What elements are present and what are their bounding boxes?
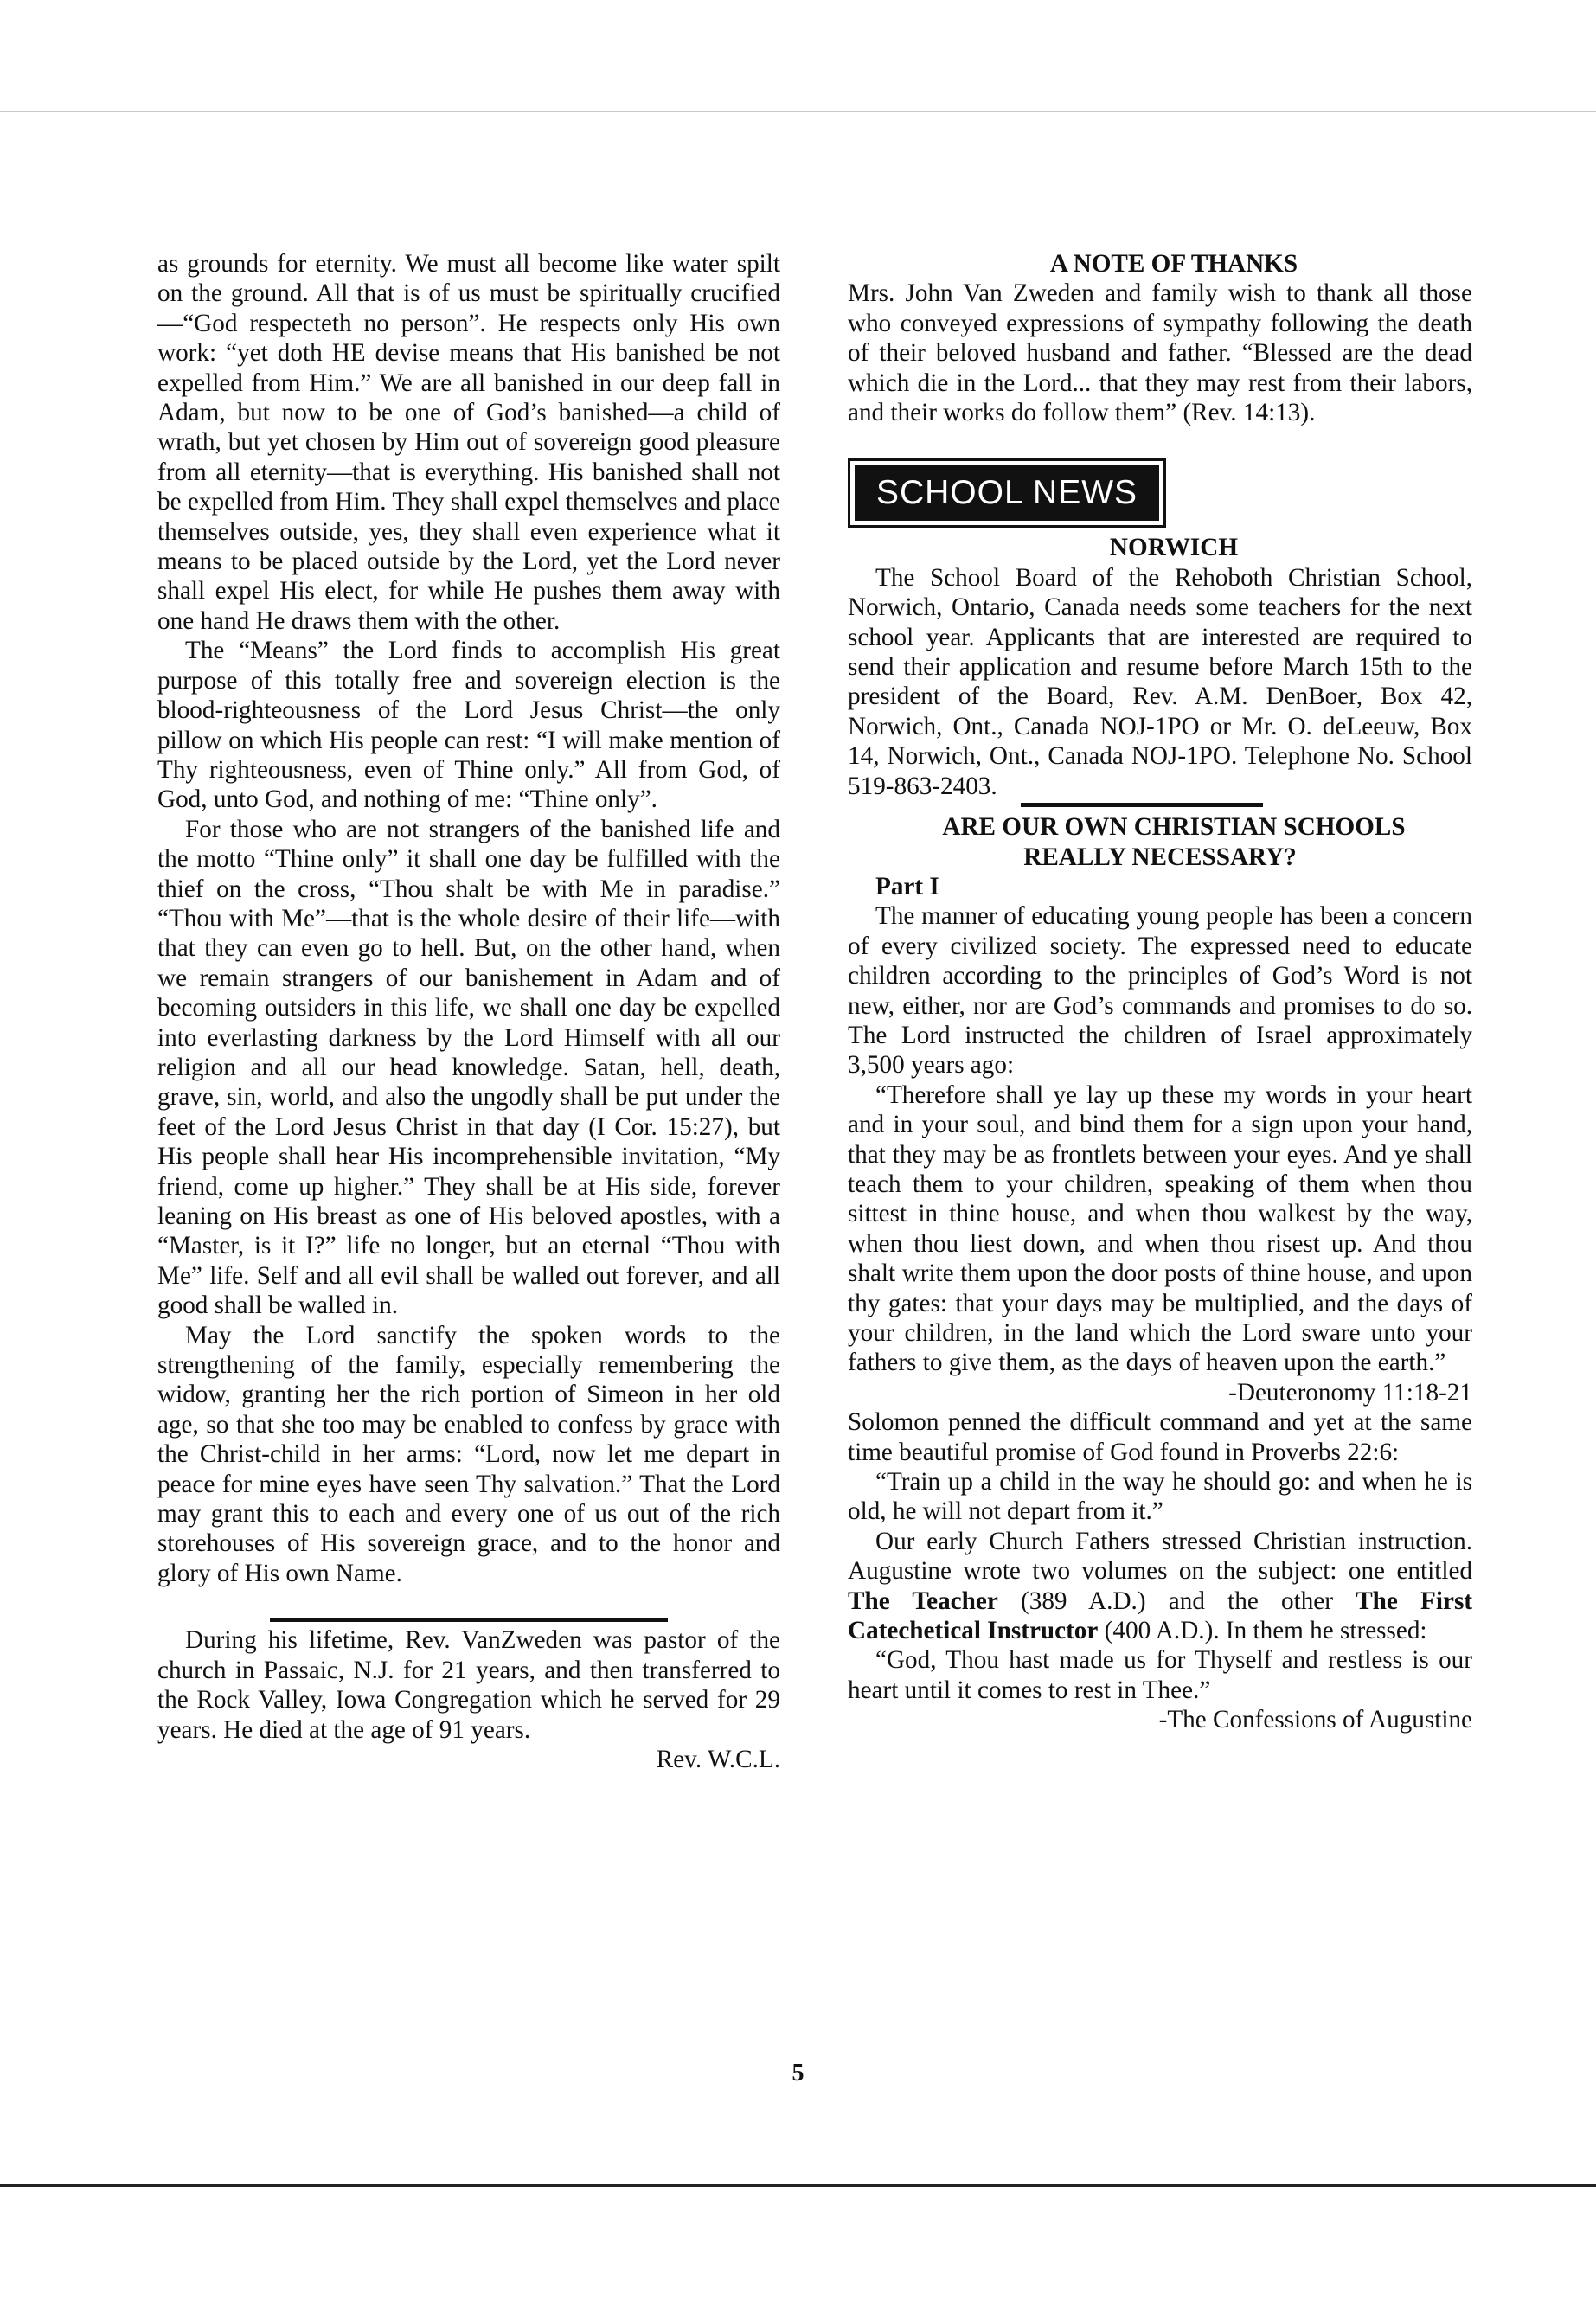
deuteronomy-quote: “Therefore shall ye lay up these my words in your heart and in your soul, and bind them for a sign upon your hand, that they may be as frontlets between your eyes. And ye shall teach them to your children, speaking of them when thou sittest in thine house, and when thou walkest by the way, when thou liest down, and when thou risest up. And thou shalt write them upon the door posts of thine house, and upon thy gates: that your days may be multiplied, and the days of your children, in the land which the Lord sware unto your fathers to give them, as the days of heaven upon the earth.”	[848, 1080, 1472, 1377]
part-label: Part I	[875, 872, 939, 901]
proverbs-quote: “Train up a child in the way he should go: and when he is old, he will not depart from it.”	[848, 1468, 1472, 1526]
article-heading	[848, 812, 1472, 872]
paragraph: May the Lord sanctify the spoken words to the strengthening of the family, especially remembering the widow, granting her the rich portion of Simeon in her old age, so that she too may be enabled to confess by grace with the Christ-child in her arms: “Lord, now let me depart in peace for mine eyes have seen Thy salvation.” That the Lord may grant this to each and every one of us out of the rich storehouses of His sovereign grace, and to the honor and glory of His own Name.	[157, 1321, 780, 1587]
thanks-heading: A NOTE OF THANKS	[1049, 250, 1298, 278]
augustine-quote: “God, Thou hast made us for Thyself and restless is our heart until it comes to rest in Thee.”	[848, 1646, 1472, 1704]
school-news-banner-label: SCHOOL NEWS	[855, 465, 1159, 521]
article-heading-line2: REALLY NECESSARY?	[1023, 843, 1297, 871]
quote-source: -The Confessions of Augustine	[1158, 1706, 1472, 1734]
biography-paragraph: During his lifetime, Rev. VanZweden was pastor of the church in Passaic, N.J. for 21 years, and then transferred to the Rock Valley, Iowa Congregation which he served for 29 years. He died at the age of 91 years.	[157, 1626, 780, 1744]
section-divider	[270, 1618, 668, 1622]
right-column	[848, 249, 1472, 1735]
article-heading-line1: ARE OUR OWN CHRISTIAN SCHOOLS	[942, 813, 1406, 842]
church-fathers-paragraph	[848, 1527, 1472, 1646]
thanks-text: Mrs. John Van Zweden and family wish to thank all those who conveyed expressions of sympathy following the death of their beloved husband and father. “Blessed are the dead which die in the Lord... that they may rest from their labors, and their works do follow them” (Rev. 14:13).	[848, 279, 1472, 427]
book-title: The Teacher	[848, 1586, 998, 1615]
solomon-paragraph: Solomon penned the difficult command and yet at the same time beautiful promise of God found in Proverbs 22:6:	[848, 1408, 1472, 1466]
norwich-heading: NORWICH	[1109, 534, 1239, 562]
left-column	[157, 249, 780, 1774]
page-number: 5	[792, 2060, 804, 2086]
signature: Rev. W.C.L.	[656, 1745, 780, 1773]
church-fathers-text: Our early Church Fathers stressed Christian instruction. Augustine wrote two volumes on the subject: one entitled	[848, 1527, 1472, 1586]
paragraph: as grounds for eternity. We must all become like water spilt on the ground. All that is of us must be spiritually crucified—“God respecteth no person”. He respects only His own work: “yet doth HE devise means that His banished be not expelled from Him.” We are all banished in our deep fall in Adam, but now to be one of God’s banished—a child of wrath, but yet chosen by Him out of sovereign good pleasure from all eternity—that is everything. His banished shall not be expelled from Him. They shall expel themselves and place themselves outside, yes, they shall even experience what it means to be placed outside by the Lord, yet the Lord never shall expel His elect, for while He pushes them away with one hand He draws them with the other.	[157, 250, 780, 635]
book-date: (389 A.D.) and the other	[1021, 1586, 1333, 1615]
section-divider	[1021, 803, 1263, 807]
article-intro: The manner of educating young people has been a concern of every civilized society. The expressed need to educate children according to the principles of God’s Word is not new, either, nor are God’s commands and promises to do so. The Lord instructed the children of Israel approximately 3,500 years ago:	[848, 902, 1472, 1080]
norwich-notice: The School Board of the Rehoboth Christian School, Norwich, Ontario, Canada needs some teachers for the next school year. Applicants that are interested are required to send their application and resume before March 15th to the president of the Board, Rev. A.M. DenBoer, Box 42, Norwich, Ont., Canada NOJ-1PO or Mr. O. deLeeuw, Box 14, Norwich, Ont., Canada NOJ-1PO. Telephone No. School 519-863-2403.	[848, 563, 1472, 800]
paragraph: The “Means” the Lord finds to accomplish His great purpose of this totally free and sovereign election is the blood-righteousness of the Lord Jesus Christ—the only pillow on which His people can rest: “I will make mention of Thy righteousness, even of Thine only.” All from God, of God, unto God, and nothing of me: “Thine only”.	[157, 637, 780, 814]
book-date: (400 A.D.). In them he stressed:	[1104, 1617, 1427, 1645]
paragraph: For those who are not strangers of the banished life and the motto “Thine only” it shall one day be fulfilled with the thief on the cross, “Thou shalt be with Me in paradise.” “Thou with Me”—that is the whole desire of their life—with that they can even go to hell. But, on the other hand, when we remain strangers of our banishement in Adam and of becoming outsiders in this life, we shall one day be expelled into everlasting darkness by the Lord Himself with all our religion and all our head knowledge. Satan, hell, death, grave, sin, world, and also the ungodly shall be put under the feet of the Lord Jesus Christ in that day (I Cor. 15:27), but His people shall hear His incomprehensible invitation, “My friend, come up higher.” They shall be at His side, forever leaning on His breast as one of His beloved apostles, with a “Master, is it I?” life no longer, but an eternal “Thou with Me” life. Self and all evil shall be walled out forever, and all good shall be walled in.	[157, 815, 780, 1320]
book-title: The First Catechetical Instructor	[848, 1586, 1473, 1645]
school-news-banner	[848, 458, 1166, 528]
quote-source: -Deuteronomy 11:18-21	[1228, 1378, 1472, 1407]
